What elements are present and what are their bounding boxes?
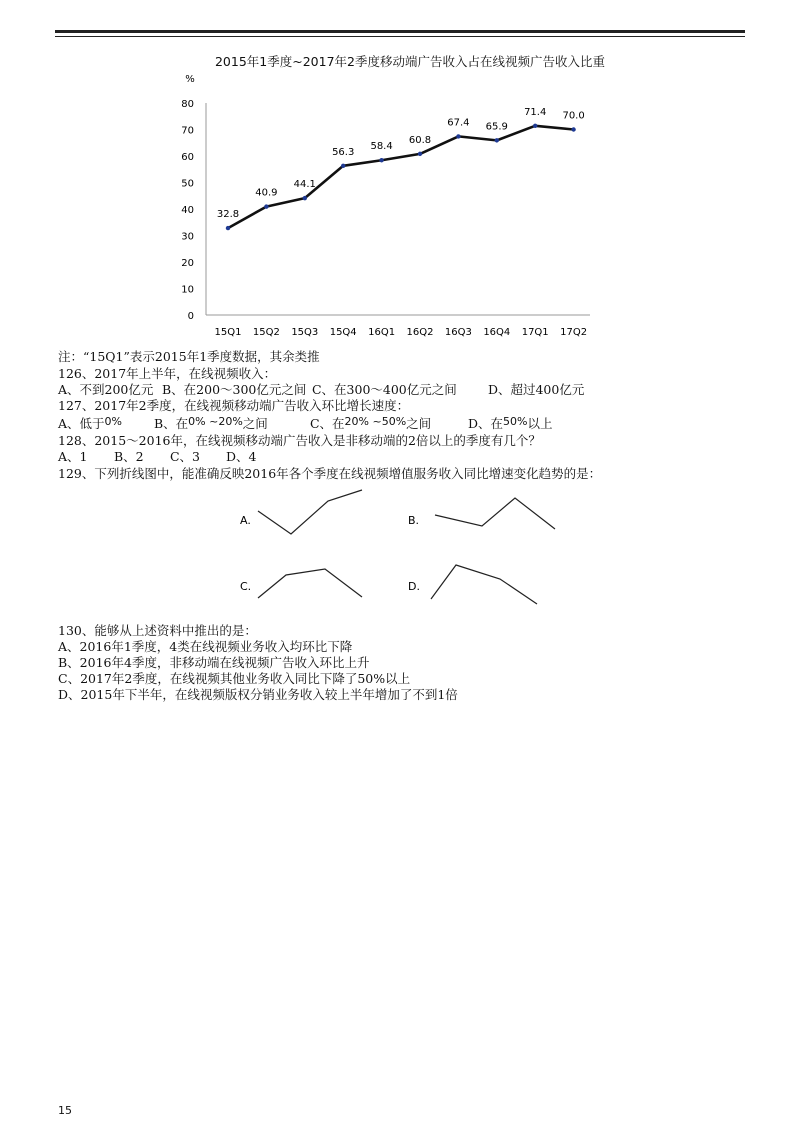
data-label: 60.8 [408, 134, 432, 146]
question-129-option-graphs [0, 484, 800, 624]
series-line [228, 126, 574, 228]
question-130-stem: 130、能够从上述资料中推出的是： [58, 623, 257, 638]
question-128-option-c[interactable]: C、3 [169, 449, 200, 464]
data-label: 32.8 [216, 209, 240, 221]
question-130-option-c[interactable]: C、2017年2季度，在线视频其他业务收入同比下降了50%以上 [58, 671, 411, 686]
question-130-option-b[interactable]: B、2016年4季度，非移动端在线视频广告收入环比上升 [58, 655, 370, 670]
question-126-stem: 126、2017年上半年，在线视频收入： [58, 366, 277, 381]
question-126-option-c[interactable]: C、在300～400亿元之间 [311, 382, 457, 397]
x-tick-label: 15Q2 [252, 327, 280, 338]
data-point [456, 134, 460, 138]
data-point [379, 158, 383, 162]
question-130-option-d[interactable]: D、2015年下半年，在线视频版权分销业务收入较上半年增加了不到1倍 [58, 687, 458, 702]
option-a-value: 0% [104, 415, 122, 428]
data-point [495, 138, 499, 142]
question-128-option-b[interactable]: B、2 [113, 449, 144, 464]
x-tick-label: 15Q1 [214, 327, 242, 338]
option-d-label: D. [408, 580, 420, 593]
question-128-option-d[interactable]: D、4 [225, 449, 257, 464]
x-tick-label: 15Q4 [329, 327, 357, 338]
data-point [226, 226, 230, 230]
data-label: 71.4 [524, 106, 547, 118]
chart-title: 2015年1季度~2017年2季度移动端广告收入占在线视频广告收入比重 [214, 54, 605, 69]
x-tick-label: 17Q2 [560, 327, 588, 338]
option-c-prefix: C、在 [309, 416, 345, 431]
question-129-option-b[interactable] [408, 498, 555, 529]
option-a-label: A. [240, 514, 251, 527]
option-b-value: 0% ~20% [188, 415, 243, 428]
question-130-option-a[interactable]: A、2016年1季度，4类在线视频业务收入均环比下降 [58, 639, 353, 654]
y-axis-unit-label: % [185, 74, 195, 85]
question-128-option-a[interactable]: A、1 [58, 449, 88, 464]
y-tick-label: 10 [181, 284, 194, 296]
line-chart [0, 0, 800, 345]
question-129-option-c[interactable] [240, 569, 362, 598]
option-a-prefix: A、低于 [58, 416, 105, 431]
option-b-label: B. [408, 514, 420, 527]
option-c-value: 20% ~50% [344, 415, 407, 428]
x-tick-label: 15Q3 [291, 327, 319, 338]
data-point [571, 127, 575, 131]
y-tick-label: 30 [181, 231, 194, 243]
question-126-option-b[interactable]: B、在200～300亿元之间 [161, 382, 307, 397]
data-label: 56.3 [332, 146, 355, 158]
x-tick-label: 16Q2 [406, 327, 434, 338]
option-d-prefix: D、在 [467, 416, 503, 431]
option-d-suffix: 以上 [527, 416, 553, 431]
question-126-option-d[interactable]: D、超过400亿元 [487, 382, 585, 397]
question-127-option-d[interactable] [468, 416, 553, 433]
y-tick-label: 60 [181, 152, 194, 163]
y-tick-label: 40 [181, 205, 194, 216]
data-point [264, 204, 268, 208]
x-tick-label: 16Q3 [444, 327, 472, 338]
data-point [341, 164, 345, 168]
data-label: 65.9 [485, 121, 508, 133]
question-127-option-a[interactable] [58, 416, 150, 433]
option-b-trend-line [435, 498, 555, 529]
question-129-option-d[interactable] [408, 565, 537, 604]
y-tick-label: 0 [187, 311, 194, 322]
data-point [303, 196, 307, 200]
x-tick-label: 16Q4 [483, 327, 511, 338]
question-128-stem: 128、2015～2016年，在线视频移动端广告收入是非移动端的2倍以上的季度有几个？ [58, 433, 541, 448]
option-c-trend-line [258, 569, 362, 598]
question-129-option-a[interactable] [240, 490, 362, 534]
option-b-prefix: B、在 [153, 416, 189, 431]
option-d-value: 50% [502, 415, 528, 428]
data-label: 44.1 [293, 179, 316, 191]
question-127-option-b[interactable] [154, 416, 306, 433]
data-point [418, 152, 422, 156]
x-tick-label: 16Q1 [368, 327, 396, 338]
y-tick-label: 70 [181, 125, 194, 137]
question-128-options [58, 449, 256, 465]
data-label: 40.9 [255, 187, 278, 199]
page-number: 15 [58, 1104, 72, 1117]
question-126-option-a[interactable]: A、不到200亿元 [58, 382, 154, 397]
y-tick-label: 80 [181, 99, 194, 110]
data-point [533, 124, 537, 128]
question-127-options [58, 416, 552, 433]
x-tick-label: 17Q1 [521, 327, 549, 338]
y-tick-label: 20 [181, 258, 194, 269]
option-a-trend-line [258, 490, 362, 534]
y-tick-label: 50 [181, 178, 194, 190]
question-126-options [58, 382, 584, 398]
data-label: 70.0 [562, 110, 585, 122]
chart-note: 注：“15Q1”表示2015年1季度数据，其余类推 [58, 349, 320, 364]
option-d-trend-line [431, 565, 537, 604]
question-127-stem: 127、2017年2季度，在线视频移动端广告收入环比增长速度： [58, 398, 410, 413]
data-label: 67.4 [447, 117, 470, 129]
question-127-option-c[interactable] [310, 416, 464, 433]
option-b-suffix: 之间 [242, 416, 268, 431]
data-label: 58.4 [370, 141, 393, 153]
option-c-suffix: 之间 [406, 416, 432, 431]
question-129-stem: 129、下列折线图中，能准确反映2016年各个季度在线视频增值服务收入同比增速变化趋势的是： [58, 466, 602, 481]
option-c-label: C. [240, 580, 252, 593]
